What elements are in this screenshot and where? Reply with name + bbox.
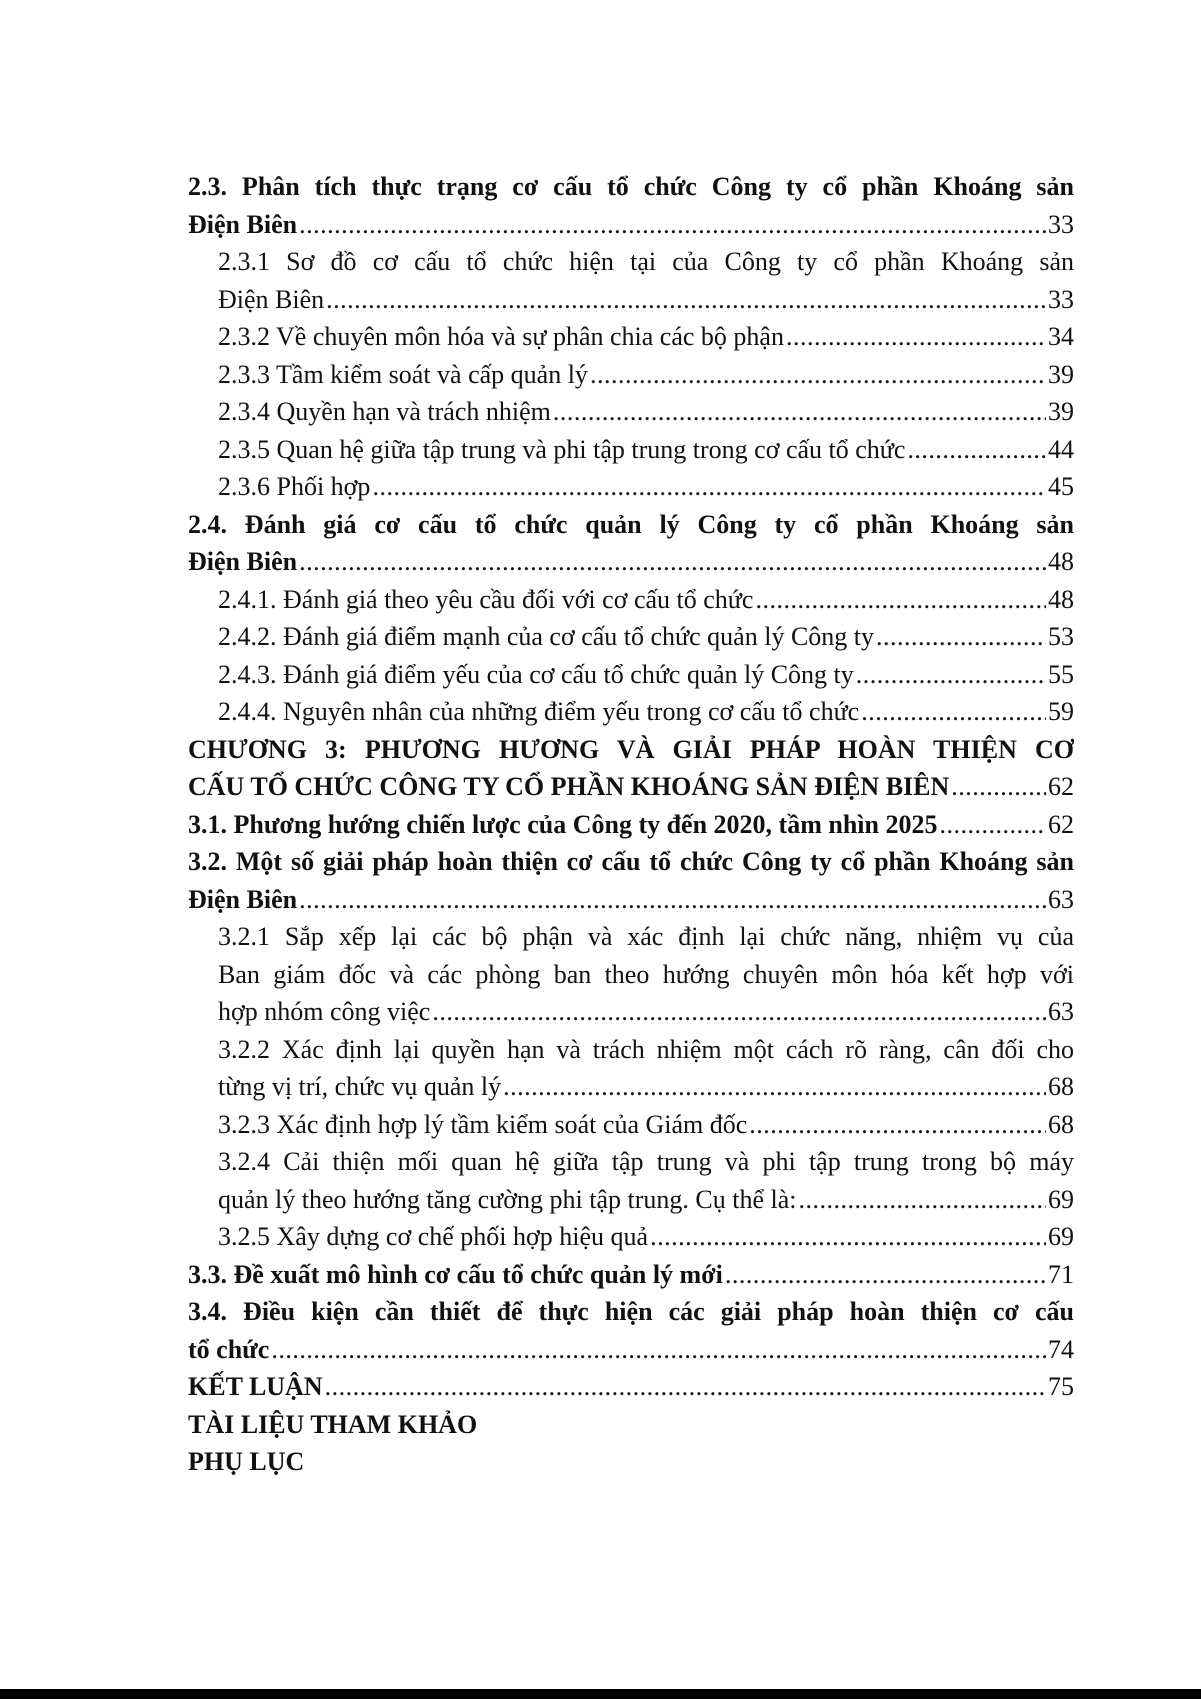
toc-entry-text: hợp nhóm công việc <box>218 997 431 1026</box>
page-number: 62 <box>1048 809 1074 839</box>
toc-entry-text: CHƯƠNG 3: PHƯƠNG HƯƠNG VÀ GIẢI PHÁP HOÀN THIỆN CƠ <box>188 734 1074 764</box>
toc-entry-text: 2.3.6 Phối hợp <box>218 472 371 501</box>
dot-leader <box>590 356 1046 394</box>
dot-leader <box>299 881 1046 919</box>
page-number: 75 <box>1048 1372 1074 1401</box>
toc-entry-2-3-3[interactable] <box>188 356 1074 394</box>
page-number: 34 <box>1048 322 1074 351</box>
toc-entry-text: 3.4. Điều kiện cần thiết để thực hiện các giải pháp hoàn thiện cơ cấu <box>188 1297 1074 1326</box>
toc-entry-text: 2.3.3 Tầm kiểm soát và cấp quản lý <box>218 359 588 389</box>
dot-leader <box>326 281 1046 319</box>
toc-entry-text: 3.3. Đề xuất mô hình cơ cấu tổ chức quản lý mới <box>188 1259 723 1289</box>
toc-entry-appendix[interactable] <box>188 1443 1074 1481</box>
toc-entry-text: 2.4.1. Đánh giá theo yêu cầu đối với cơ cấu tổ chức <box>218 584 754 614</box>
page-number: 68 <box>1048 1109 1074 1139</box>
toc-entry-text: TÀI LIỆU THAM KHẢO <box>188 1409 478 1439</box>
dot-leader <box>951 768 1046 806</box>
toc-entry-chapter-3[interactable] <box>188 731 1074 806</box>
page-number: 63 <box>1048 884 1074 914</box>
dot-leader <box>939 806 1046 844</box>
page-number: 33 <box>1048 209 1074 239</box>
toc-entry-text: tổ chức <box>188 1334 270 1364</box>
page-number: 53 <box>1048 622 1074 651</box>
page-number: 39 <box>1048 397 1074 426</box>
toc-entry-2-3[interactable] <box>188 168 1074 243</box>
page-number: 44 <box>1048 434 1074 464</box>
dot-leader <box>749 1106 1046 1144</box>
dot-leader <box>432 993 1046 1031</box>
page-number: 69 <box>1048 1222 1074 1251</box>
toc-entry-3-4[interactable] <box>188 1293 1074 1368</box>
toc-entry-text: KẾT LUẬN <box>188 1372 323 1401</box>
toc-entry-text: 3.2.4 Cải thiện mối quan hệ giữa tập trung và phi tập trung trong bộ máy <box>218 1147 1074 1176</box>
toc-entry-2-4[interactable] <box>188 506 1074 581</box>
page-number: 45 <box>1048 472 1074 501</box>
dot-leader <box>271 1331 1046 1369</box>
toc-entry-text: 2.3.5 Quan hệ giữa tập trung và phi tập trung trong cơ cấu tổ chức <box>218 434 906 464</box>
dot-leader <box>755 581 1046 619</box>
toc-entry-3-2-4[interactable] <box>188 1143 1074 1218</box>
dot-leader <box>786 318 1046 356</box>
toc-entry-3-2-2[interactable] <box>188 1031 1074 1106</box>
dot-leader <box>861 693 1046 731</box>
toc-entry-text: 3.1. Phương hướng chiến lược của Công ty đến 2020, tầm nhìn 2025 <box>188 809 938 839</box>
toc-entry-3-3[interactable] <box>188 1256 1074 1294</box>
toc-entry-text: từng vị trí, chức vụ quản lý <box>218 1072 502 1101</box>
toc-entry-3-1[interactable] <box>188 806 1074 844</box>
toc-entry-3-2-5[interactable] <box>188 1218 1074 1256</box>
toc-entry-text: 3.2.5 Xây dựng cơ chế phối hợp hiệu quả <box>218 1222 649 1251</box>
page-number: 39 <box>1048 359 1074 389</box>
page-number: 33 <box>1048 284 1074 314</box>
toc-entry-2-3-1[interactable] <box>188 243 1074 318</box>
dot-leader <box>876 618 1046 656</box>
dot-leader <box>325 1368 1046 1406</box>
table-of-contents <box>188 168 1074 1481</box>
toc-entry-text: Điện Biên <box>188 884 298 914</box>
dot-leader <box>798 1181 1046 1219</box>
page-number: 68 <box>1048 1072 1074 1101</box>
toc-entry-2-3-6[interactable] <box>188 468 1074 506</box>
page-number: 62 <box>1048 772 1074 801</box>
toc-entry-text: Điện Biên <box>188 209 298 239</box>
toc-entry-3-2-1[interactable] <box>188 918 1074 1031</box>
toc-entry-text: 2.4. Đánh giá cơ cấu tổ chức quản lý Công ty cổ phần Khoáng sản <box>188 509 1074 539</box>
page-number: 63 <box>1048 997 1074 1026</box>
toc-entry-2-3-4[interactable] <box>188 393 1074 431</box>
toc-entry-text: 3.2.2 Xác định lại quyền hạn và trách nhiệm một cách rõ ràng, cân đối cho <box>218 1034 1074 1064</box>
toc-entry-2-4-2[interactable] <box>188 618 1074 656</box>
toc-entry-2-3-5[interactable] <box>188 431 1074 469</box>
toc-entry-text: 2.3. Phân tích thực trạng cơ cấu tổ chức Công ty cổ phần Khoáng sản <box>188 172 1074 201</box>
toc-entry-text: Điện Biên <box>188 547 298 576</box>
toc-entry-text: CẤU TỔ CHỨC CÔNG TY CỔ PHẦN KHOÁNG SẢN ĐIỆN BIÊN <box>188 772 950 801</box>
page-number: 69 <box>1048 1184 1074 1214</box>
toc-entry-text: 3.2. Một số giải pháp hoàn thiện cơ cấu tổ chức Công ty cổ phần Khoáng sản <box>188 847 1074 876</box>
dot-leader <box>553 393 1046 431</box>
toc-entry-text: 2.4.4. Nguyên nhân của những điểm yếu trong cơ cấu tổ chức <box>218 697 860 726</box>
dot-leader <box>299 543 1046 581</box>
toc-entry-3-2-3[interactable] <box>188 1106 1074 1144</box>
toc-entry-2-3-2[interactable] <box>188 318 1074 356</box>
toc-entry-2-4-1[interactable] <box>188 581 1074 619</box>
dot-leader <box>503 1068 1046 1106</box>
toc-entry-text: PHỤ LỤC <box>188 1447 305 1476</box>
bottom-border <box>0 1689 1201 1699</box>
toc-entry-text: 2.3.2 Về chuyên môn hóa và sự phân chia các bộ phận <box>218 322 784 351</box>
dot-leader <box>650 1218 1046 1256</box>
toc-entry-3-2[interactable] <box>188 843 1074 918</box>
page-number: 48 <box>1048 547 1074 576</box>
toc-entry-text: 2.4.2. Đánh giá điểm mạnh của cơ cấu tổ chức quản lý Công ty <box>218 622 875 651</box>
toc-entry-text: quản lý theo hướng tăng cường phi tập trung. Cụ thể là: <box>218 1184 797 1214</box>
toc-entry-text: 3.2.3 Xác định hợp lý tầm kiểm soát của Giám đốc <box>218 1109 748 1139</box>
toc-entry-text: 2.4.3. Đánh giá điểm yếu của cơ cấu tổ chức quản lý Công ty <box>218 659 854 689</box>
toc-entry-2-4-4[interactable] <box>188 693 1074 731</box>
toc-entry-2-4-3[interactable] <box>188 656 1074 694</box>
toc-entry-text: Ban giám đốc và các phòng ban theo hướng chuyên môn hóa kết hợp với <box>218 959 1074 989</box>
page-number: 74 <box>1048 1334 1074 1364</box>
toc-entry-references[interactable] <box>188 1406 1074 1444</box>
toc-entry-text: 2.3.4 Quyền hạn và trách nhiệm <box>218 397 551 426</box>
toc-entry-text: Điện Biên <box>218 284 325 314</box>
toc-entry-conclusion[interactable] <box>188 1368 1074 1406</box>
page-number: 55 <box>1048 659 1074 689</box>
dot-leader <box>907 431 1046 469</box>
page-number: 71 <box>1048 1259 1074 1289</box>
dot-leader <box>725 1256 1046 1294</box>
dot-leader <box>372 468 1046 506</box>
page-number: 59 <box>1048 697 1074 726</box>
toc-entry-text: 2.3.1 Sơ đồ cơ cấu tổ chức hiện tại của Công ty cổ phần Khoáng sản <box>218 247 1074 276</box>
page-number: 48 <box>1048 584 1074 614</box>
dot-leader <box>299 206 1046 244</box>
dot-leader <box>856 656 1046 694</box>
toc-entry-text: 3.2.1 Sắp xếp lại các bộ phận và xác định lại chức năng, nhiệm vụ của <box>218 922 1074 951</box>
